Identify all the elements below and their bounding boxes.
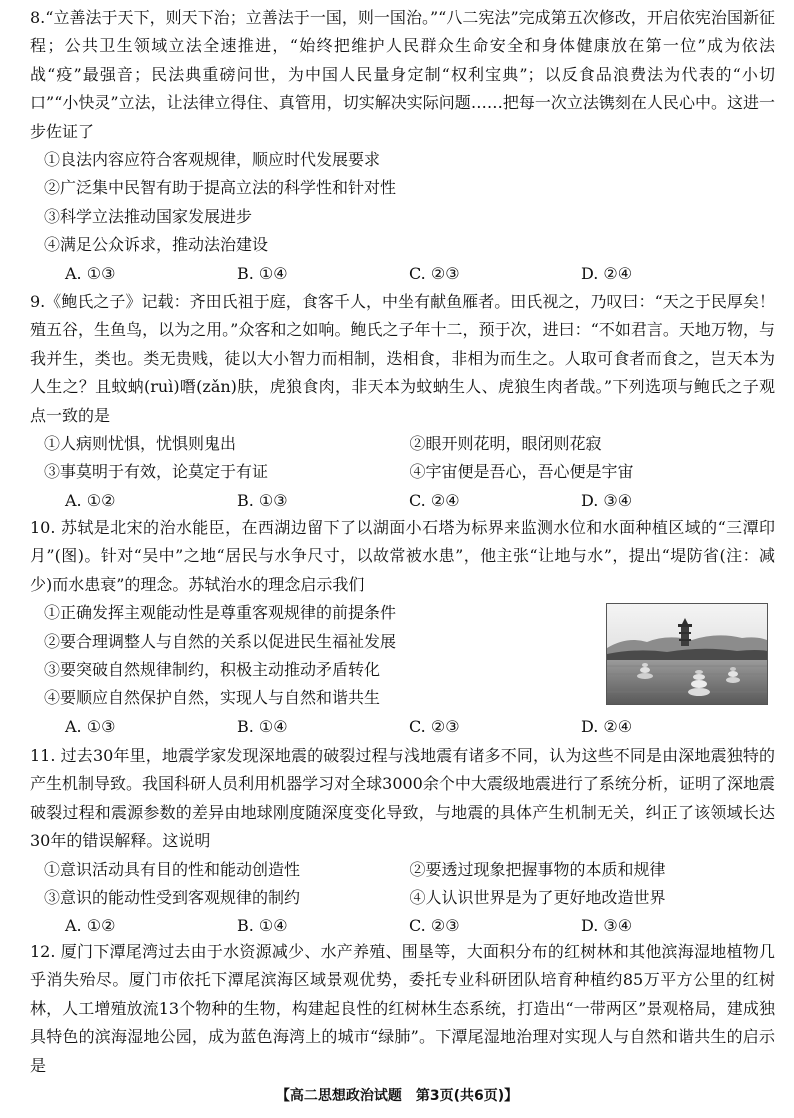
west-lake-pagoda-image <box>607 604 767 704</box>
question-11-option-3: ③意识的能动性受到客观规律的制约 <box>44 888 301 908</box>
question-9-option-4: ④宇宙便是吾心，吾心便是宇宙 <box>409 462 634 482</box>
question-10-option-2: ②要合理调整人与自然的关系以促进民生福祉发展 <box>44 631 397 651</box>
question-8-option-4: ④满足公众诉求，推动法治建设 <box>44 235 269 255</box>
question-10-choice-c: C. ②③ <box>409 716 460 736</box>
question-8-option-3: ③科学立法推动国家发展进步 <box>44 206 253 226</box>
question-8-stem: 8.“立善法于天下，则天下治；立善法于一国，则一国治。”“八二宪法”完成第五次修改，开启依宪治国新征程；公共卫生领域立法全速推进，“始终把维护人民群众生命安全和身体健康放在第一位”成为依法战“疫”最强音；民法典重磅问世，为中国人民量身定制“权利宝典”；以反食品浪费法为代表的“小切口”“小快灵”立法，让法律立得住、真管用，切实解决实际问题……把每一次立法镌刻在人民心中。这进一步佐证了 <box>30 8 775 141</box>
question-11-options-row-1 <box>30 856 775 884</box>
question-9-stem: 9.《鲍氏之子》记载：齐田氏祖于庭，食客千人，中坐有献鱼雁者。田氏视之，乃叹曰：“天之于民厚矣！殖五谷，生鱼鸟，以为之用。”众客和之如响。鲍氏之子年十二，预于次，进曰：“不如君言。天地万物，与我并生，类也。类无贵贱，徒以大小智力而相制，迭相食，非相为而生之。人取可食者而食之，岂天本为人生之？且蚊蚋(ruì)噆(zǎn)肤，虎狼食肉，非天本为蚊蚋生人、虎狼生肉者哉。”下列选项与鲍氏之子观点一致的是 <box>30 292 775 425</box>
question-11-option-1: ①意识活动具有目的性和能动创造性 <box>44 859 301 879</box>
question-11-options-row-2 <box>30 884 775 912</box>
question-10-choice-b: B. ①④ <box>237 716 288 736</box>
page-footer: 【高二思想政治试题 第3页(共6页)】 <box>275 1088 519 1104</box>
question-8 <box>30 4 775 288</box>
question-9-option-2: ②眼开则花明，眼闭则花寂 <box>409 434 602 454</box>
question-10-choice-d: D. ②④ <box>581 716 633 736</box>
question-11-choice-c: C. ②③ <box>409 916 460 936</box>
question-8-choice-b: B. ①④ <box>237 263 288 283</box>
question-10-option-3: ③要突破自然规律制约，积极主动推动矛盾转化 <box>44 660 381 680</box>
question-11 <box>30 742 775 941</box>
question-10-option-1: ①正确发挥主观能动性是尊重客观规律的前提条件 <box>44 603 397 623</box>
question-9 <box>30 288 775 515</box>
question-9-choice-d: D. ③④ <box>581 490 633 510</box>
question-10-stem: 10. 苏轼是北宋的治水能臣，在西湖边留下了以湖面小石塔为标界来监测水位和水面种植区域的“三潭印月”(图)。针对“吴中”之地“居民与水争尺寸，以故常被水患”，他主张“让地与水”，提出“堤防省(注：减少)而水患衰”的理念。苏轼治水的理念启示我们 <box>30 518 775 594</box>
question-8-choice-a: A. ①③ <box>65 263 116 283</box>
question-11-stem: 11. 过去30年里，地震学家发现深地震的破裂过程与浅地震有诸多不同，认为这些不同是由深地震独特的产生机制导致。我国科研人员利用机器学习对全球3000余个中大震级地震进行了系统分析，证明了深地震破裂过程和震源参数的差异由地球刚度随深度变化导致，与地震的具体产生机制无关，纠正了该领域长达30年的错误解释。这说明 <box>30 746 775 851</box>
question-8-option-2: ②广泛集中民智有助于提高立法的科学性和针对性 <box>44 178 397 198</box>
question-9-choice-c: C. ②④ <box>409 490 460 510</box>
question-11-option-4: ④人认识世界是为了更好地改造世界 <box>409 888 666 908</box>
question-11-choice-a: A. ①② <box>65 916 116 936</box>
question-11-choices <box>30 912 775 940</box>
question-10-choice-a: A. ①③ <box>65 716 116 736</box>
question-9-option-1: ①人病则忧惧，忧惧则鬼出 <box>44 434 237 454</box>
question-8-choice-d: D. ②④ <box>581 263 633 283</box>
question-11-choice-d: D. ③④ <box>581 916 633 936</box>
question-12 <box>30 938 775 1080</box>
question-8-choice-c: C. ②③ <box>409 263 460 283</box>
question-9-choices <box>30 487 775 515</box>
question-9-option-3: ③事莫明于有效，论莫定于有证 <box>44 462 269 482</box>
question-9-options-row-2 <box>30 458 775 486</box>
question-10-choices <box>30 713 775 741</box>
question-11-option-2: ②要透过现象把握事物的本质和规律 <box>409 859 666 879</box>
question-9-choice-b: B. ①③ <box>237 490 288 510</box>
question-12-stem: 12. 厦门下潭尾湾过去由于水资源减少、水产养殖、围垦等，大面积分布的红树林和其他滨海湿地植物几乎消失殆尽。厦门市依托下潭尾滨海区域景观优势，委托专业科研团队培育种植约85万平方公里的红树林，人工增殖放流13个物种的生物，构建起良性的红树林生态系统，打造出“一带两区”景观格局，建成独具特色的滨海湿地公园，成为蓝色海湾上的城市“绿肺”。下潭尾湿地治理对实现人与自然和谐共生的启示是 <box>30 942 775 1075</box>
question-9-options-row-1 <box>30 430 775 458</box>
question-8-option-1: ①良法内容应符合客观规律，顺应时代发展要求 <box>44 150 381 170</box>
question-10-option-4: ④要顺应自然保护自然，实现人与自然和谐共生 <box>44 688 381 708</box>
question-11-choice-b: B. ①④ <box>237 916 288 936</box>
question-9-choice-a: A. ①② <box>65 490 116 510</box>
three-pools-mirroring-moon-photo <box>606 603 768 705</box>
question-8-choices <box>30 260 775 288</box>
